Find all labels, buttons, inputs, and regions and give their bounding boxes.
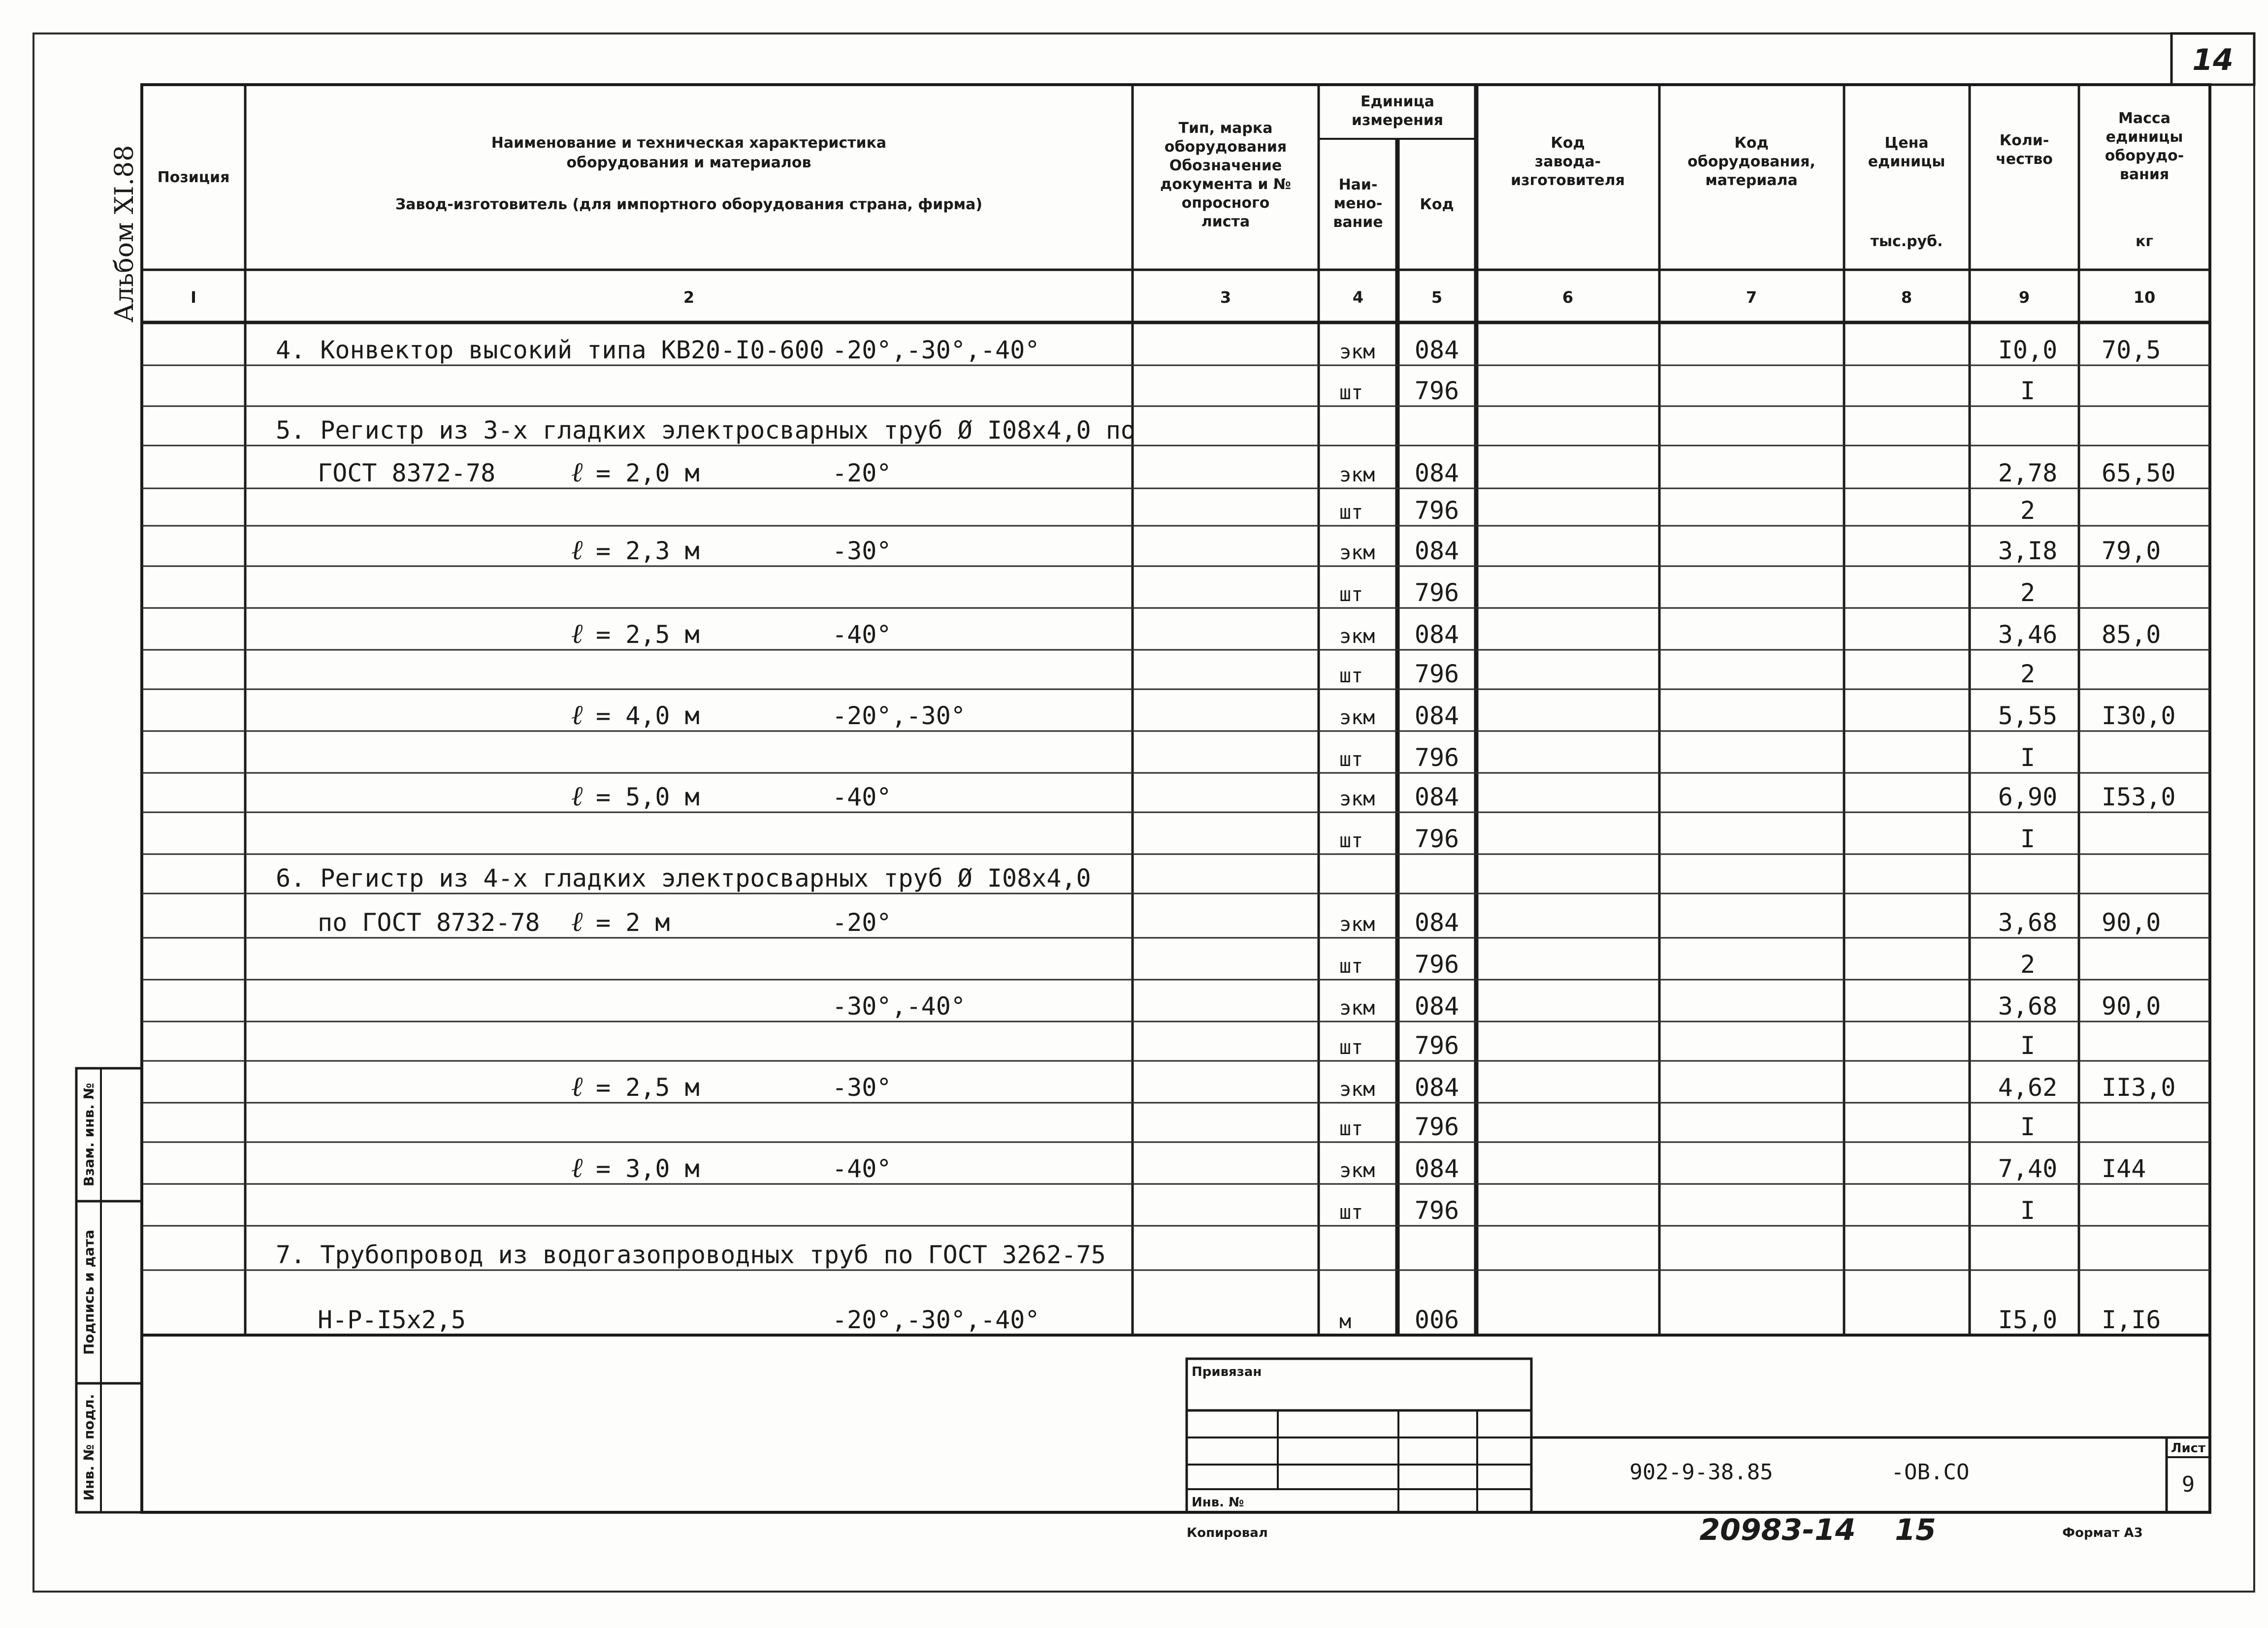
side-stamp: [76, 1068, 142, 1512]
quantity: 6,90: [1998, 783, 2058, 811]
svg-text:Наи-: Наи-: [1338, 176, 1378, 193]
svg-text:7: 7: [1746, 288, 1757, 307]
header-factory-code: [1511, 134, 1625, 189]
album-label: Альбом XI.88: [110, 145, 139, 323]
quantity: I: [2020, 825, 2036, 853]
svg-text:вания: вания: [2119, 166, 2170, 183]
title-attached-label: Привязан: [1192, 1365, 1262, 1379]
header-unit-code: Код: [1420, 196, 1454, 213]
svg-text:4: 4: [1352, 288, 1364, 307]
unit-name: шт: [1339, 665, 1363, 687]
svg-text:мено-: мено-: [1333, 195, 1383, 212]
header-price: [1868, 134, 1945, 250]
side-stamp-replaced-inv: Взам. инв. №: [81, 1083, 97, 1187]
sheet-corner-number: 14: [2192, 43, 2234, 77]
header-name-line1: Наименование и техническая характеристика: [491, 134, 887, 152]
column-dividers: [245, 85, 2079, 1335]
design-temperature: -20°,-30°,-40°: [832, 1306, 1040, 1334]
length-symbol: ℓ: [571, 906, 583, 938]
unit-name: шт: [1339, 1201, 1363, 1224]
svg-text:Обозначение: Обозначение: [1169, 157, 1282, 174]
svg-text:оборудования: оборудования: [1164, 138, 1287, 156]
quantity: 2: [2020, 578, 2036, 607]
svg-text:измерения: измерения: [1351, 112, 1444, 129]
item-name: 7. Трубопровод из водогазопроводных труб по ГОСТ 3262-75: [276, 1241, 1106, 1269]
unit-name: шт: [1339, 748, 1363, 771]
header-type-mark: [1160, 120, 1291, 230]
design-temperature: -20°,-30°,-40°: [832, 336, 1040, 364]
unit-name: шт: [1339, 1036, 1363, 1059]
unit-code: 796: [1414, 496, 1459, 525]
svg-text:Код: Код: [1551, 134, 1585, 152]
unit-name: экм: [1339, 1159, 1375, 1182]
unit-mass: I30,0: [2102, 702, 2176, 730]
length-symbol: ℓ: [571, 699, 583, 731]
header-material-code: [1687, 134, 1815, 189]
svg-text:9: 9: [2018, 288, 2030, 307]
sheet-label: Лист: [2171, 1441, 2206, 1456]
svg-text:Единица: Единица: [1361, 93, 1434, 110]
unit-name: экм: [1339, 997, 1375, 1020]
title-inv-label: Инв. №: [1192, 1495, 1244, 1510]
unit-code: 796: [1414, 1113, 1459, 1141]
item-name: 6. Регистр из 4-х гладких электросварных труб Ø I08x4,0: [276, 864, 1091, 893]
header-unit-group: [1352, 93, 1443, 129]
item-length: = 2,5 м: [596, 1073, 700, 1102]
unit-code: 084: [1414, 537, 1459, 565]
svg-text:вание: вание: [1333, 214, 1383, 231]
quantity: 5,55: [1998, 702, 2058, 730]
unit-code: 084: [1414, 1154, 1459, 1183]
header-quantity: [1996, 132, 2053, 168]
length-symbol: ℓ: [571, 618, 583, 650]
item-name: Н-Р-I5x2,5: [318, 1306, 466, 1334]
sheet-number: 9: [2181, 1472, 2195, 1497]
header-unit-name: [1333, 176, 1383, 231]
unit-code: 084: [1414, 702, 1459, 730]
format-label: Формат А3: [2062, 1526, 2143, 1540]
unit-mass: 65,50: [2102, 459, 2176, 487]
unit-code: 084: [1414, 783, 1459, 811]
svg-text:кг: кг: [2135, 233, 2154, 250]
quantity: I: [2020, 1196, 2036, 1225]
quantity: I5,0: [1998, 1306, 2058, 1334]
quantity: 3,68: [1998, 992, 2058, 1021]
unit-code: 796: [1414, 578, 1459, 607]
unit-code: 796: [1414, 950, 1459, 979]
item-name: ГОСТ 8372-78: [318, 459, 496, 487]
copied-by-label: Копировал: [1187, 1526, 1268, 1540]
svg-text:чество: чество: [1996, 151, 2053, 168]
quantity: 2: [2020, 950, 2036, 979]
unit-name: шт: [1339, 1117, 1363, 1140]
unit-code: 084: [1414, 620, 1459, 649]
unit-mass: I44: [2102, 1154, 2146, 1183]
unit-name: экм: [1339, 788, 1375, 810]
quantity: 2: [2020, 660, 2036, 688]
unit-name: шт: [1339, 583, 1363, 606]
quantity: I: [2020, 1113, 2036, 1141]
svg-text:изготовителя: изготовителя: [1511, 172, 1625, 189]
unit-name: экм: [1339, 1078, 1375, 1101]
unit-name: экм: [1339, 706, 1375, 729]
quantity: I0,0: [1998, 336, 2058, 364]
svg-text:Тип, марка: Тип, марка: [1178, 120, 1273, 137]
side-stamp-signature-date: Подпись и дата: [81, 1229, 97, 1355]
unit-code: 796: [1414, 1031, 1459, 1060]
length-symbol: ℓ: [571, 780, 583, 812]
design-temperature: -20°,-30°: [832, 702, 966, 730]
handwritten-page-number: 15: [1895, 1513, 1936, 1547]
unit-name: экм: [1339, 625, 1375, 648]
unit-code: 084: [1414, 336, 1459, 364]
unit-name: экм: [1339, 464, 1375, 486]
item-length: = 3,0 м: [596, 1154, 700, 1183]
quantity: I: [2020, 1031, 2036, 1060]
item-name: 4. Конвектор высокий типа КВ20-I0-600: [276, 336, 824, 364]
unit-mass: II3,0: [2102, 1073, 2176, 1102]
svg-text:листа: листа: [1201, 213, 1250, 230]
unit-mass: 85,0: [2102, 620, 2161, 649]
svg-text:10: 10: [2133, 288, 2156, 307]
quantity: 2: [2020, 496, 2036, 525]
table-frame: [142, 85, 2210, 1512]
design-temperature: -40°: [832, 783, 892, 811]
svg-text:8: 8: [1901, 288, 1912, 307]
svg-text:тыс.руб.: тыс.руб.: [1870, 233, 1943, 250]
length-symbol: ℓ: [571, 456, 583, 488]
spec-table-body: [142, 336, 2210, 1334]
unit-code: 796: [1414, 377, 1459, 405]
unit-name: экм: [1339, 913, 1375, 936]
svg-text:5: 5: [1431, 288, 1443, 307]
svg-text:материала: материала: [1705, 172, 1798, 189]
svg-text:6: 6: [1562, 288, 1574, 307]
item-length: = 2,3 м: [596, 537, 700, 565]
column-numbers-row: [191, 288, 2155, 307]
unit-code: 006: [1414, 1306, 1459, 1334]
item-length: = 2 м: [596, 908, 670, 937]
item-length: = 5,0 м: [596, 783, 700, 811]
unit-code: 084: [1414, 1073, 1459, 1102]
quantity: 2,78: [1998, 459, 2058, 487]
svg-text:Коли-: Коли-: [1999, 132, 2049, 149]
svg-text:Код: Код: [1734, 134, 1769, 152]
header-name-line2: оборудования и материалов: [566, 154, 811, 171]
design-temperature: -30°: [832, 537, 892, 565]
svg-text:I: I: [191, 288, 196, 307]
svg-text:оборудо-: оборудо-: [2105, 147, 2184, 164]
quantity: 7,40: [1998, 1154, 2058, 1183]
unit-code: 796: [1414, 825, 1459, 853]
item-length: = 4,0 м: [596, 702, 700, 730]
unit-name: м: [1339, 1310, 1352, 1333]
svg-text:единицы: единицы: [1868, 153, 1945, 170]
unit-name: шт: [1339, 830, 1363, 852]
unit-name: шт: [1339, 501, 1363, 524]
design-temperature: -30°,-40°: [832, 992, 966, 1021]
unit-mass: 79,0: [2102, 537, 2161, 565]
quantity: 3,I8: [1998, 537, 2058, 565]
unit-name: шт: [1339, 382, 1363, 404]
svg-text:опросного: опросного: [1181, 194, 1270, 212]
unit-mass: 70,5: [2102, 336, 2161, 364]
document-suffix: -ОВ.СО: [1891, 1460, 1970, 1485]
quantity: 3,46: [1998, 620, 2058, 649]
item-length: = 2,5 м: [596, 620, 700, 649]
unit-name: экм: [1339, 542, 1375, 564]
unit-name: шт: [1339, 955, 1363, 978]
header-name-line3: Завод-изготовитель (для импортного оборудования страна, фирма): [395, 196, 983, 213]
svg-text:Масса: Масса: [2118, 110, 2171, 127]
header-mass: [2105, 110, 2184, 250]
item-name: по ГОСТ 8732-78: [318, 908, 540, 937]
svg-text:2: 2: [683, 288, 695, 307]
svg-text:оборудования,: оборудования,: [1687, 153, 1815, 170]
handwritten-archive-number: 20983-14: [1699, 1513, 1856, 1547]
item-length: = 2,0 м: [596, 459, 700, 487]
unit-mass: 90,0: [2102, 992, 2161, 1021]
length-symbol: ℓ: [571, 1152, 583, 1184]
item-name: 5. Регистр из 3-х гладких электросварных труб Ø I08x4,0 по: [276, 416, 1135, 445]
svg-text:3: 3: [1220, 288, 1231, 307]
unit-code: 084: [1414, 459, 1459, 487]
quantity: I: [2020, 743, 2036, 772]
svg-text:единицы: единицы: [2106, 128, 2183, 146]
quantity: I: [2020, 377, 2036, 405]
unit-mass: 90,0: [2102, 908, 2161, 937]
svg-text:документа и №: документа и №: [1160, 176, 1291, 193]
unit-code: 796: [1414, 743, 1459, 772]
unit-name: экм: [1339, 341, 1375, 363]
unit-code: 084: [1414, 992, 1459, 1021]
unit-mass: I53,0: [2102, 783, 2176, 811]
length-symbol: ℓ: [571, 534, 583, 566]
design-temperature: -40°: [832, 620, 892, 649]
unit-code: 796: [1414, 660, 1459, 688]
design-temperature: -30°: [832, 1073, 892, 1102]
svg-text:Цена: Цена: [1884, 134, 1929, 152]
title-block: [1187, 1359, 2210, 1547]
unit-mass: I,I6: [2102, 1306, 2161, 1334]
design-temperature: -20°: [832, 459, 892, 487]
header-position: Позиция: [157, 169, 230, 186]
design-temperature: -20°: [832, 908, 892, 937]
quantity: 4,62: [1998, 1073, 2058, 1102]
unit-code: 796: [1414, 1196, 1459, 1225]
quantity: 3,68: [1998, 908, 2058, 937]
side-stamp-original-inv: Инв. № подл.: [81, 1394, 97, 1501]
document-code: 902-9-38.85: [1629, 1460, 1773, 1485]
unit-code: 084: [1414, 908, 1459, 937]
length-symbol: ℓ: [571, 1071, 583, 1103]
design-temperature: -40°: [832, 1154, 892, 1183]
svg-text:завода-: завода-: [1534, 153, 1601, 170]
